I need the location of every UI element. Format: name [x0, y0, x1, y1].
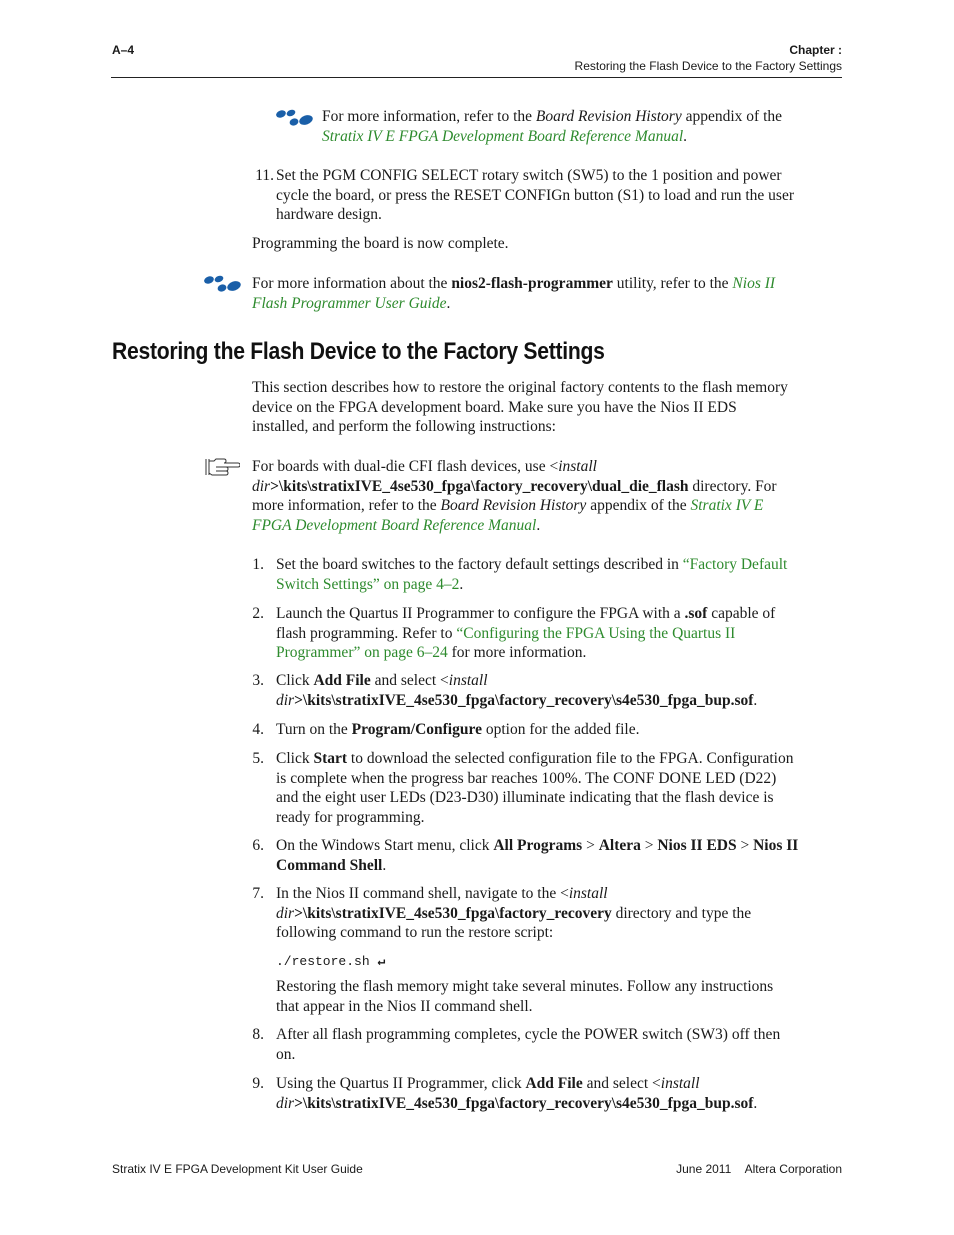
step-8: 8. After all flash programming completes, cycle the POWER switch (SW3) off then on. [252, 1026, 781, 1063]
step-3: 3. Click Add File and select <install dir>\kits\stratixIVE_4se530_fpga\factory_recovery\s4e530_fpga_bup.sof. [252, 672, 758, 709]
note-flash-programmer: For more information about the nios2-flash-programmer utility, refer to the Nios II Flash Programmer User Guide. [252, 275, 776, 312]
footer-document-title: Stratix IV E FPGA Development Kit User Guide [112, 1162, 363, 1176]
step-1: 1. Set the board switches to the factory default settings described in “Factory Default Switch Settings” on page 4–2. [252, 556, 788, 593]
section-heading: Restoring the Flash Device to the Factory Settings [112, 338, 605, 365]
programming-complete-text: Programming the board is now complete. [252, 235, 509, 252]
header-section-title: Restoring the Flash Device to the Factory Settings [574, 59, 842, 73]
step-11: 11. Set the PGM CONFIG SELECT rotary switch (SW5) to the 1 position and power cycle the board, or press the RESET CONFIGn button (S1) to load and run the user hardware design. [255, 167, 795, 224]
footer-date: June 2011 [676, 1162, 732, 1176]
step-9: 9. Using the Quartus II Programmer, click Add File and select <install dir>\kits\stratixIVE_4se530_fpga\factory_recovery\s4e530_fpga_bup.sof. [252, 1075, 758, 1112]
stratix-iv-e-link[interactable]: Stratix IV E [690, 497, 764, 515]
step-7-restore-note: Restoring the flash memory might take several minutes. Follow any instructions that appear in the Nios II command shell. [276, 978, 774, 1015]
note-more-info-board-revision: For more information, refer to the Board Revision History appendix of the Stratix IV E FPGA Development Board Reference Manual. [322, 108, 783, 145]
pointing-hand-icon [204, 456, 240, 478]
step-6: 6. On the Windows Start menu, click All Programs > Altera > Nios II EDS > Nios II Command Shell. [252, 837, 799, 874]
step-5: 5. Click Start to download the selected configuration file to the FPGA. Configuration is complete when the progress bar reaches 100%. The CONF DONE LED (D22) and the eight user LEDs (D23-D30) illuminate indicating that the flash device is ready for programming. [252, 750, 794, 826]
step-4: 4. Turn on the Program/Configure option for the added file. [252, 721, 640, 738]
header-chapter: Chapter : [789, 43, 842, 57]
restore-command: ./restore.sh ↵ [276, 954, 386, 969]
reference-manual-link[interactable]: Stratix IV E FPGA Development Board Reference Manual [322, 127, 684, 145]
board-reference-manual-link[interactable]: FPGA Development Board Reference Manual [252, 516, 537, 534]
configuring-fpga-link[interactable]: “Configuring the FPGA Using the Quartus II [456, 624, 736, 642]
step-2: 2. Launch the Quartus II Programmer to configure the FPGA with a .sof capable of flash programming. Refer to “Configuring the FPGA Using the Quartus II Programmer” on page 6–24 for more information. [252, 605, 776, 662]
enter-key-icon: ↵ [377, 954, 386, 969]
note-icon [274, 108, 314, 128]
factory-default-link[interactable]: “Factory Default [682, 556, 788, 573]
flash-programmer-guide-link[interactable]: Flash Programmer User Guide [252, 294, 447, 312]
intro-paragraph: This section describes how to restore the original factory contents to the flash memory device on the FPGA development board. Make sure you have the Nios II EDS installed, and perform the following instructions: [252, 379, 788, 436]
note-icon [202, 274, 242, 294]
nios-ii-link[interactable]: Nios II [732, 275, 776, 292]
header-rule [111, 77, 842, 78]
footer-date-company [676, 1162, 842, 1176]
programmer-page-link[interactable]: Programmer” on page 6–24 [276, 644, 448, 662]
step-7: 7. In the Nios II command shell, navigate to the <install dir>\kits\stratixIVE_4se530_fpga\factory_recovery directory and type the following command to run the restore script: [252, 885, 752, 942]
page-number: A–4 [112, 43, 135, 57]
footer-company: Altera Corporation [744, 1162, 842, 1176]
important-note-dual-die: For boards with dual-die CFI flash devices, use <install dir>\kits\stratixIVE_4se530_fpga\factory_recovery\dual_die_flash directory. For more information, refer to the Board Revision History appendix of the Stratix IV E FPGA Development Board Reference Manual. [252, 458, 777, 534]
switch-settings-link[interactable]: Switch Settings” on page 4–2 [276, 575, 460, 593]
